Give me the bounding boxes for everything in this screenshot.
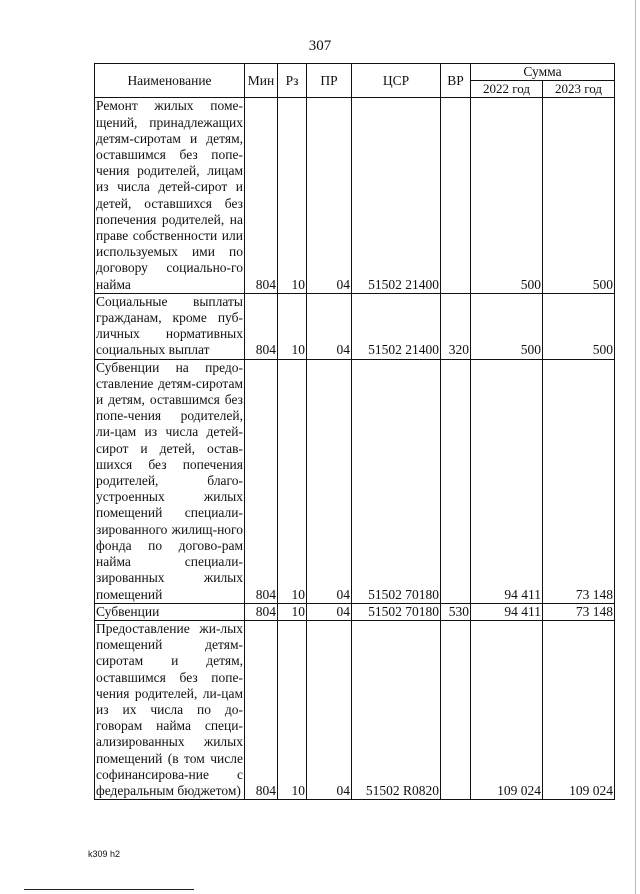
table-row — [95, 603, 615, 620]
row-name: Социальные выплаты гражданам, кроме пуб-личных нормативных социальных выплат — [96, 293, 243, 358]
header-min: Мин — [245, 64, 278, 98]
row-vr: 530 — [441, 603, 471, 620]
row-sum-2022: 94 411 — [471, 603, 543, 620]
row-csr: 51502 R0820 — [352, 620, 441, 799]
row-rz: 10 — [278, 98, 307, 293]
row-sum-2023: 73 148 — [543, 359, 615, 603]
row-vr: 320 — [441, 293, 471, 359]
table-row — [95, 359, 615, 603]
row-pr: 04 — [307, 603, 352, 620]
header-rz: Рз — [278, 64, 307, 98]
row-min: 804 — [245, 620, 278, 799]
row-min: 804 — [245, 603, 278, 620]
header-row — [95, 64, 615, 81]
row-vr — [441, 359, 471, 603]
row-sum-2022: 94 411 — [471, 359, 543, 603]
row-rz: 10 — [278, 359, 307, 603]
row-rz: 10 — [278, 603, 307, 620]
row-name: Ремонт жилых поме-щений, принадлежащих детям-сиротам и детям, оставшимся без попе-чения родителей, лицам из числа детей-сирот и детей, оставшихся без попечения родителей, на праве собственности или используемых ими по договору социально-го найма — [96, 98, 243, 292]
row-sum-2022: 500 — [471, 98, 543, 293]
budget-table — [94, 63, 615, 800]
row-sum-2022: 500 — [471, 293, 543, 359]
header-year-2022: 2022 год — [471, 81, 543, 98]
page-edge-line — [635, 0, 636, 894]
row-pr: 04 — [307, 98, 352, 293]
footer-divider — [24, 889, 194, 890]
row-sum-2023: 109 024 — [543, 620, 615, 799]
row-csr: 51502 21400 — [352, 98, 441, 293]
row-csr: 51502 21400 — [352, 293, 441, 359]
row-rz: 10 — [278, 620, 307, 799]
row-csr: 51502 70180 — [352, 359, 441, 603]
row-name: Предоставление жи-лых помещений детям-сиротам и детям, оставшимся без попе-чения родителей, ли-цам из их числа по до-говорам найма специ-ализированных жилых помещений (в том числе софинансирова-ние с федеральным бюджетом) — [96, 620, 243, 798]
footer-code: k309 h2 — [88, 849, 121, 859]
row-sum-2023: 500 — [543, 293, 615, 359]
row-sum-2023: 500 — [543, 98, 615, 293]
row-min: 804 — [245, 359, 278, 603]
row-rz: 10 — [278, 293, 307, 359]
row-pr: 04 — [307, 620, 352, 799]
row-vr — [441, 98, 471, 293]
row-csr: 51502 70180 — [352, 603, 441, 620]
header-pr: ПР — [307, 64, 352, 98]
header-year-2023: 2023 год — [543, 81, 615, 98]
row-sum-2022: 109 024 — [471, 620, 543, 799]
row-sum-2023: 73 148 — [543, 603, 615, 620]
page-number: 307 — [308, 38, 332, 54]
row-min: 804 — [245, 293, 278, 359]
header-vr: ВР — [441, 64, 471, 98]
row-min: 804 — [245, 98, 278, 293]
table-row — [95, 620, 615, 799]
row-pr: 04 — [307, 293, 352, 359]
row-name: Субвенции на предо-ставление детям-сиротам и детям, оставшимся без попе-чения родителей, ли-цам из числа детей-сирот и детей, остав-шихся без попечения родителей, благо-устроенных жилых помещений специали-зированного жилищ-ного фонда по догово-рам найма специали-зированных жилых помещений — [96, 359, 243, 602]
header-sum: Сумма — [471, 64, 615, 81]
row-vr — [441, 620, 471, 799]
header-name: Наименование — [95, 64, 245, 98]
row-pr: 04 — [307, 359, 352, 603]
row-name: Субвенции — [95, 603, 245, 620]
table-row — [95, 98, 615, 293]
table-row — [95, 293, 615, 359]
header-csr: ЦСР — [352, 64, 441, 98]
